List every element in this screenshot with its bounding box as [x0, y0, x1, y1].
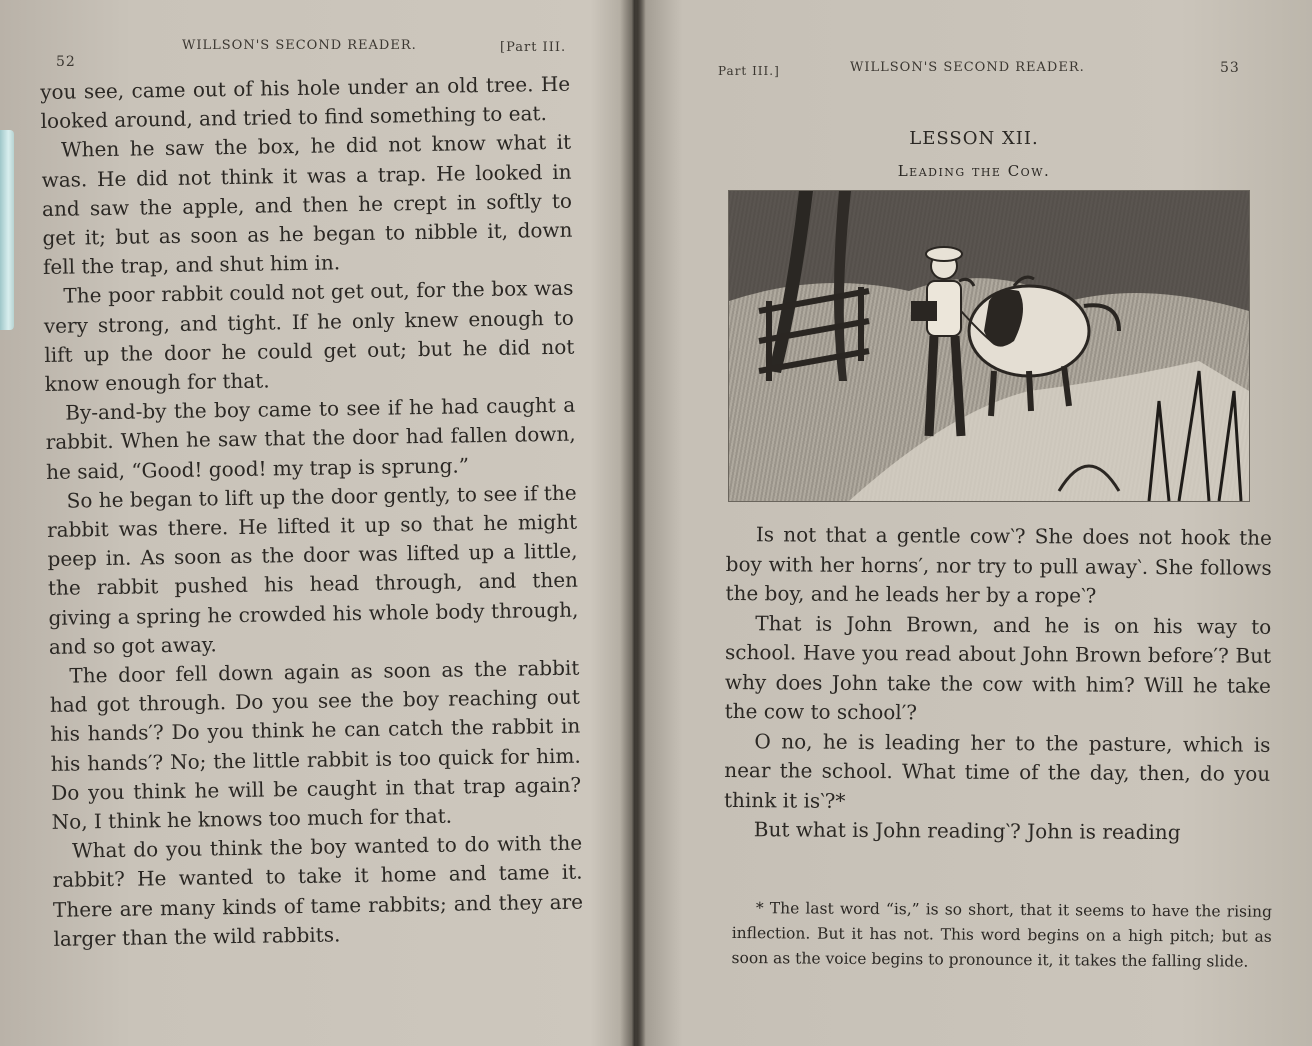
left-paragraph-7: What do you think the boy wanted to do with the rabbit? He wanted to take it home and tame it. There are many kinds of tame rabbits; and they are larger than the wild rabbits. [52, 830, 584, 951]
left-paragraph-5: So he began to lift up the door gently, to see if the rabbit was there. He lifted it up so that he might peep in. As soon as the door was lifted up a little, the rabbit pushed his head through, and then giving a spring he crowded his whole body through, and so got away. [46, 480, 579, 659]
right-part-label: Part III.] [718, 64, 780, 78]
left-paragraph-4: By-and-by the boy came to see if he had caught a rabbit. When he saw that the door had fallen down, he said, “Good! good! my trap is sprung.” [45, 392, 576, 484]
left-paragraph-3: The poor rabbit could not get out, for the box was very strong, and tight. If he only knew enough to lift up the door he could get out; but he did not know enough for that. [43, 276, 575, 396]
lesson-subtitle: Leading the Cow. [897, 162, 1051, 180]
right-page-number: 53 [1220, 60, 1240, 76]
left-paragraph-6: The door fell down again as soon as the rabbit had got through. Do you see the boy reaching out his hands′? Do you think he can catch the rabbit in his hands′? No; the little rabbit is too quick for him. Do you think he will be caught in that trap again? No, I think he knows too much for that. [49, 655, 582, 834]
left-page [0, 0, 632, 1046]
engraving-boy-leading-cow-icon [728, 190, 1250, 502]
right-running-title: WILLSON'S SECOND READER. [850, 60, 1085, 75]
right-page [636, 0, 1312, 1046]
right-paragraph-2: That is John Brown, and he is on his way to school. Have you read about John Brown before′? But why does John take the cow with him? Will he take the cow to school′? [724, 610, 1272, 725]
right-paragraph-1: Is not that a gentle cow‵? She does not hook the boy with her horns′, nor try to pull away‵. She follows the boy, and he leads her by a rope‵? [725, 522, 1272, 608]
left-page-body [40, 70, 584, 954]
right-paragraph-4: But what is John reading‵? John is reading [753, 817, 1181, 845]
right-paragraph-3: O no, he is leading her to the pasture, which is near the school. What time of the day, then, do you think it is‵?* [723, 728, 1271, 813]
left-part-label: [Part III. [500, 40, 567, 55]
left-paragraph-2: When he saw the box, he did not know what it was. He did not think it was a trap. He looked in and saw the apple, and then he crept in softly to get it; but as soon as he began to nibble it, down fell the trap, and shut him in. [41, 130, 573, 280]
lesson-title: LESSON XII. [909, 128, 1039, 149]
left-page-number: 52 [56, 54, 76, 70]
left-paragraph-1: you see, came out of his hole under an old tree. He looked around, and tried to find something to eat. [40, 71, 571, 134]
footnote-text: * The last word “is,” is so short, that it seems to have the rising inflection. But it has not. This word begins on a high pitch; but as soon as the voice begins to pronounce it, it takes the falling slide. [731, 899, 1272, 971]
right-page-body [724, 520, 1272, 848]
footnote [731, 896, 1272, 975]
left-running-title: WILLSON'S SECOND READER. [182, 38, 417, 53]
